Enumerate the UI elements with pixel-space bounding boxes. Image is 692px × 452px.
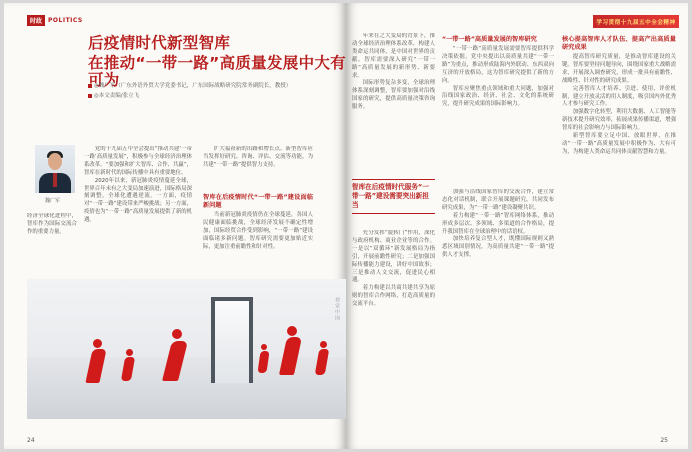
paragraph: 2020年以来，新冠肺炎疫情蔓延全球，世界百年未有之大变局加速演进，国际格局深刻调整，全球化遭遇逆流。一方面，疫情对“一带一路”建设带来严峻挑战；另一方面，疫情也为“一带一路”高质量发展提供了新的机遇。 [84, 177, 192, 224]
illustration [27, 279, 346, 419]
text-column-5 [442, 189, 554, 429]
text-column-0: 经济全球化进程中，智库作为国际交流合作的重要力量。 [27, 213, 77, 235]
subheading: 核心提高智库人才队伍、提高产出高质量研究成果 [562, 36, 676, 51]
article-title-line2: 在推动“一带一路”高质量发展中大有可为 [88, 54, 346, 89]
paragraph: 加强数字化转型，利用大数据、人工智能等新技术提升研究效率，拓展成果传播渠道，增强智库的社会影响力与国际影响力。 [562, 109, 676, 132]
paragraph: 年来在之大变局的背景下，推动全球经济治理体系改革，构建人类命运共同体，是中国对世界的贡献。智库需要深入研究“一带一路”高质量发展的新形势、新要求。 [352, 33, 435, 79]
paragraph: 完善智库人才培养、引进、使用、评价机制，建立开放灵活的用人制度，吸引国内外优秀人才参与研究工作。 [562, 85, 676, 108]
paragraph: 新型智库要立足中国、放眼世界，在推动“一带一路”高质量发展中积极作为、大有可为，为构建人类命运共同体贡献智慧和力量。 [562, 133, 676, 155]
text-column-3 [562, 33, 676, 433]
section-tag-en: POLITICS [48, 17, 83, 24]
text-column-1 [352, 33, 435, 173]
subheading: 智库在后疫情时代“一带一路”建设面临新问题 [203, 194, 313, 209]
series-banner: 学习贯彻十九届五中全会精神 [593, 15, 679, 28]
paragraph: 着力构建以共商共建共享为原则的智库合作网络，打造高质量的交流平台。 [352, 285, 435, 308]
pull-quote-text: 智库在后疫情时代服务“一带一路”建设需要突出新担当 [352, 183, 429, 209]
text-column-2 [203, 146, 313, 186]
paragraph: 当前新冠肺炎疫情仍在全球蔓延，各国人民健康面临挑战，全球经济发展不确定性增加，国际经贸合作受到影响，“一带一路”建设面临诸多新问题。智库研究需要更加贴近实际，更加注重前瞻性和针对性。 [203, 212, 313, 250]
author-line: ◎魏广军（广东外语外贸大学党委书记，广东国际战略研究院常务副院长，教授） [88, 83, 291, 90]
text-column-4 [352, 230, 435, 430]
page-number: 24 [27, 437, 35, 444]
text-column-2 [442, 33, 554, 185]
text-column-1 [84, 146, 192, 267]
paragraph: 智库应聚焦重点领域和重大问题，加强对沿线国家政治、经济、社会、文化的系统研究，提升研究成果的国际影响力。 [442, 85, 554, 108]
text-column-3 [203, 191, 313, 267]
paragraph: 扩大福祉新的出路和增长点。新型智库应当发挥好研究、咨询、评估、交流等功能，为共建“一带一路”提供智力支持。 [203, 146, 313, 168]
paragraph: 充分发挥“旋转门”作用，深化与政府机构、商业企业等的合作。一是以“双循环”新发展格局为指引，开展前瞻性研究；二是加强国际传播能力建设，讲好中国故事；三是推动人文交流，促进民心相通。 [352, 230, 435, 284]
section-tag-cn: 时政 [27, 15, 45, 26]
editor-line: ◎本文责编/张立飞 [88, 93, 139, 100]
paragraph: 国际形势复杂多变，全球治理体系深刻调整，智库要加强对沿线国家的研究，提供高质量决策咨询服务。 [352, 80, 435, 111]
image-credit: 视觉中国 [334, 297, 340, 321]
left-page [4, 3, 346, 449]
paragraph: 党的十九届五中全会提出“推动共建‘一带一路’高质量发展”，积极参与全球经济治理体系改革。“要加强和扩大智库、合作、共赢”，智库在新时代的国际传播中具有重要地位。 [84, 146, 192, 176]
paragraph: 加快培养复合型人才，既懂国际规则又熟悉区域国别情况，为高质量共建“一带一路”提供人才支撑。 [442, 236, 554, 259]
photo-caption: 魏广军 [45, 198, 61, 204]
section-tag [27, 15, 86, 26]
paragraph: “一带一路”高质量发展需要智库提供科学决策依据。党中央提出以高质量共建“一带一路”为重点，推动形成陆海内外联动、东西双向互济的开放格局，这为智库研究提供了新的方向。 [442, 46, 554, 84]
paragraph: 提高智库研究质量，是推动智库建设的关键。智库要坚持问题导向，围绕国家重大战略需求，开展深入调查研究，形成一批具有前瞻性、战略性、针对性的研究成果。 [562, 54, 676, 84]
page-number: 25 [660, 437, 668, 444]
right-page [346, 3, 688, 449]
author-photo [35, 145, 75, 193]
paragraph: 着力构建“一带一路”智库网络体系，推动形成多层次、多领域、多渠道的合作格局，提升我国智库在全球治理中的话语权。 [442, 212, 554, 235]
door-frame [211, 297, 253, 383]
subheading: “一带一路”高质量发展的智库研究 [442, 36, 537, 43]
paragraph: 加强与沿线国家智库的交流合作，建立常态化对话机制，联合开展课题研究，共同发布研究成果，为“一带一路”建设凝聚共识。 [442, 189, 554, 211]
pull-quote [352, 179, 435, 214]
article-title-line1: 后疫情时代新型智库 [88, 34, 231, 52]
